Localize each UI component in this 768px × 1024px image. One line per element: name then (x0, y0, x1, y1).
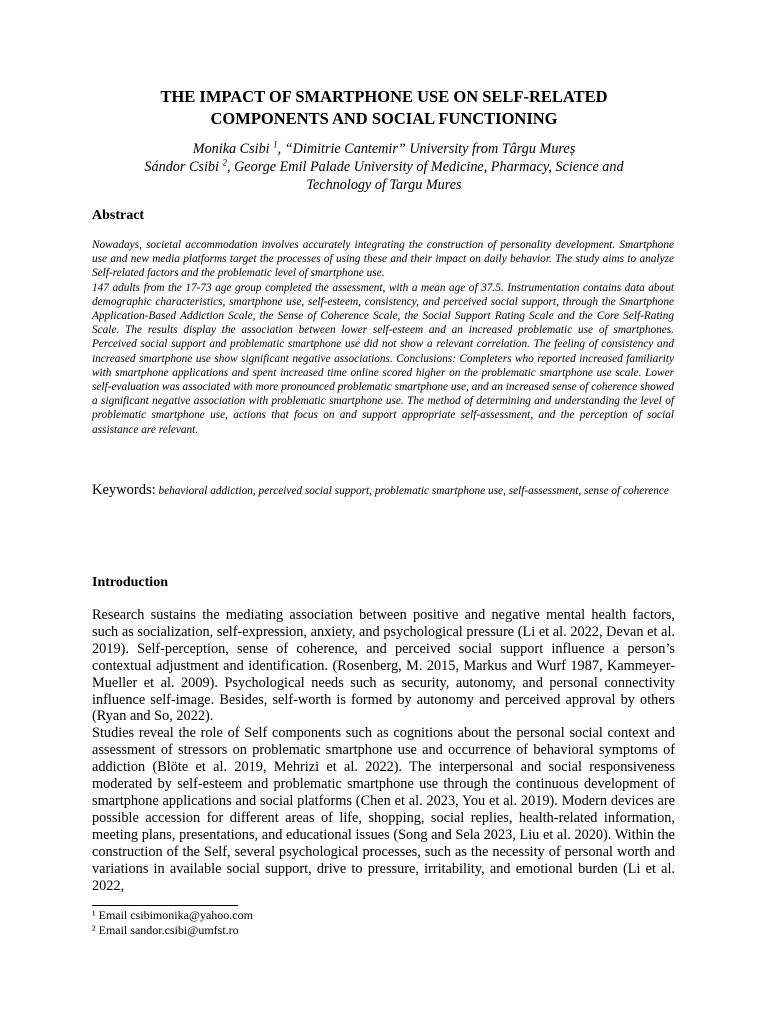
footnote-1 (92, 908, 253, 923)
title-line-1: THE IMPACT OF SMARTPHONE USE ON SELF-RELATED (160, 87, 608, 106)
author-1-name: Monika Csibi (192, 141, 270, 157)
author-2-name: Sándor Csibi (144, 159, 219, 175)
abstract-body (92, 238, 674, 437)
author-2-footnote-mark: 2 (222, 157, 227, 168)
paper-title (92, 86, 676, 130)
author-1-affiliation: , “Dimitrie Cantemir” University from Târgu Mureș (277, 141, 576, 157)
footnote-2 (92, 923, 253, 938)
author-1-footnote-mark: 1 (273, 139, 278, 150)
author-2-affiliation-cont: Technology of Targu Mures (306, 177, 462, 193)
abstract-paragraph-2: 147 adults from the 17-73 age group completed the assessment, with a mean age of 37.5. Instrumentation contains data about demographic characteristics, smartphone use, self-esteem, consistency, and perceived social support, through the Smartphone Application-Based Addiction Scale, the Sense of Coherence Scale, the Social Support Rating Scale and the Core Self-Rating Scale. The results display the association between lower self-esteem and an increased problematic use of smartphones. Perceived social support and problematic smartphone use did not show a relevant correlation. The feeling of consistency and increased smartphone use show significant negative associations. Conclusions: Completers who reported increased familiarity with smartphone applications and spent increased time online scored higher on the problematic smartphone use scale. Lower self-evaluation was associated with more pronounced problematic smartphone use, and an increased sense of coherence showed a significant negative association with problematic smartphone use. The method of determining and understanding the level of problematic smartphone use, actions that focus on and support appropriate self-assessment, and the perception of social assistance are relevant. (92, 281, 674, 436)
footnote-2-email: Email sandor.csibi@umfst.ro (95, 923, 239, 937)
introduction-paragraph-1: Research sustains the mediating association between positive and negative mental health factors, such as socialization, self-expression, anxiety, and psychological pressure (Li et al. 2022, Devan et al. 2019). Self-perception, sense of coherence, and perceived social support influence a person’s contextual adjustment and identification. (Rosenberg, M. 2015, Markus and Wurf 1987, Kammeyer-Mueller et al. 2009). Psychological needs such as security, autonomy, and personal connectivity influence self-image. Besides, self-worth is formed by autonomy and perceived approval by others (Ryan and So, 2022). (92, 607, 675, 725)
introduction-paragraph-2: Studies reveal the role of Self components such as cognitions about the personal social context and assessment of stressors on problematic smartphone use and occurrence of behavioral symptoms of addiction (Blöte et al. 2019, Mehrizi et al. 2022). The interpersonal and social responsiveness moderated by self-esteem and problematic smartphone use through the continuous development of smartphone applications and social platforms (Chen et al. 2023, You et al. 2019). Modern devices are possible accession for different areas of life, shopping, social replies, health-related information, meeting plans, presentations, and educational issues (Song and Sela 2023, Liu et al. 2020). Within the construction of the Self, several psychological processes, such as the necessity of personal worth and variations in available social support, drive to pressure, irritability, and emotional burden (Li et al. 2022, (92, 725, 675, 894)
footnote-2-mark: ² (92, 923, 96, 937)
title-line-2: COMPONENTS AND SOCIAL FUNCTIONING (210, 109, 558, 128)
keywords-label: Keywords (92, 482, 152, 498)
abstract-heading: Abstract (92, 208, 145, 223)
footnote-divider (92, 905, 238, 906)
footnote-1-email: Email csibimonika@yahoo.com (95, 908, 253, 922)
keywords-list: behavioral addiction, perceived social support, problematic smartphone use, self-assessment, sense of coherence (158, 485, 669, 497)
abstract-paragraph-1: Nowadays, societal accommodation involves accurately integrating the construction of personality development. Smartphone use and new media platforms target the processes of using these and their impact on daily behavior. The study aims to analyze Self-related factors and the problematic level of smartphone use. (92, 239, 674, 280)
author-2-affiliation: , George Emil Palade University of Medicine, Pharmacy, Science and (226, 159, 624, 175)
keywords-block (92, 483, 674, 499)
footnote-1-mark: ¹ (92, 908, 96, 922)
keywords-colon: : (151, 482, 156, 498)
introduction-heading: Introduction (92, 575, 168, 590)
author-2 (92, 158, 676, 176)
author-block (92, 140, 676, 194)
introduction-body (92, 607, 675, 894)
author-1 (92, 140, 676, 158)
footnotes (92, 908, 253, 938)
